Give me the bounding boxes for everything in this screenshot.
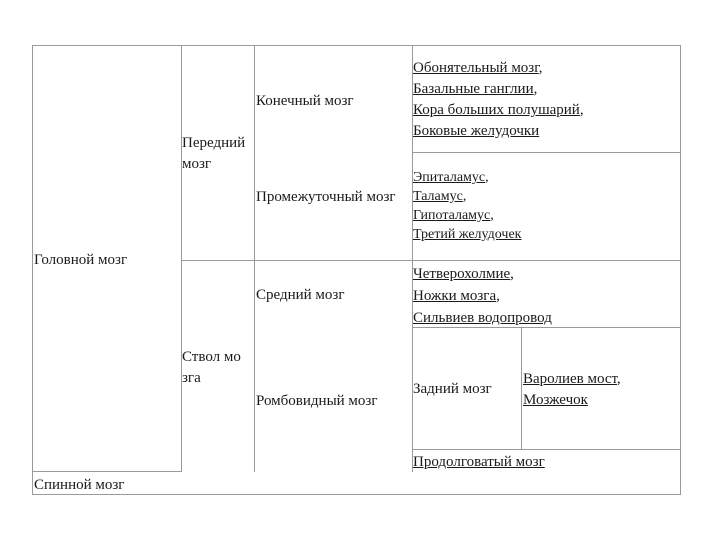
divider-forebrain-brainstem [181, 260, 681, 261]
list-item: Боковые желудочки [413, 123, 540, 139]
brain-label: Головной мозг [34, 252, 128, 268]
telencephalon-parts [413, 58, 584, 142]
medulla-label: Продолговатый мозг [413, 454, 545, 470]
hindbrain-label: Задний мозг [413, 381, 492, 397]
column-divider-1 [181, 45, 182, 472]
column-divider-2 [254, 45, 255, 472]
list-item: Мозжечок [523, 392, 588, 408]
list-item: Обонятельный мозг, [413, 60, 543, 76]
list-item: Ножки мозга, [413, 288, 500, 304]
divider-brain-spinal [32, 471, 182, 472]
list-item: Варолиев мост, [523, 371, 621, 387]
diencephalon-label: Промежуточный мозг [256, 189, 396, 205]
list-item: Гипоталамус, [413, 208, 494, 223]
spinal-cord-label: Спинной мозг [34, 477, 125, 493]
divider-telencephalon-diencephalon [412, 152, 681, 153]
midbrain-label: Средний мозг [256, 287, 345, 303]
list-item: Четверохолмие, [413, 266, 514, 282]
rhombencephalon-label: Ромбовидный мозг [256, 393, 378, 409]
list-item: Базальные ганглии, [413, 81, 538, 97]
list-item: Эпиталамус, [413, 170, 489, 185]
column-divider-4 [521, 327, 522, 450]
list-item: Сильвиев водопровод [413, 310, 552, 326]
telencephalon-label: Конечный мозг [256, 93, 354, 109]
forebrain-label: Передний мозг [182, 135, 246, 172]
divider-hindbrain-medulla [412, 449, 681, 450]
list-item: Третий желудочек [413, 227, 522, 242]
midbrain-parts [413, 263, 552, 329]
list-item: Таламус, [413, 189, 467, 204]
diencephalon-parts [413, 168, 521, 244]
table-border-top [32, 45, 681, 46]
hindbrain-parts [523, 369, 621, 411]
table-border-right [680, 45, 681, 495]
list-item: Кора больших полушарий, [413, 102, 584, 118]
brainstem-label: Ствол мозга [182, 349, 241, 386]
table-border-left [32, 45, 33, 495]
table-border-bottom [32, 494, 681, 495]
